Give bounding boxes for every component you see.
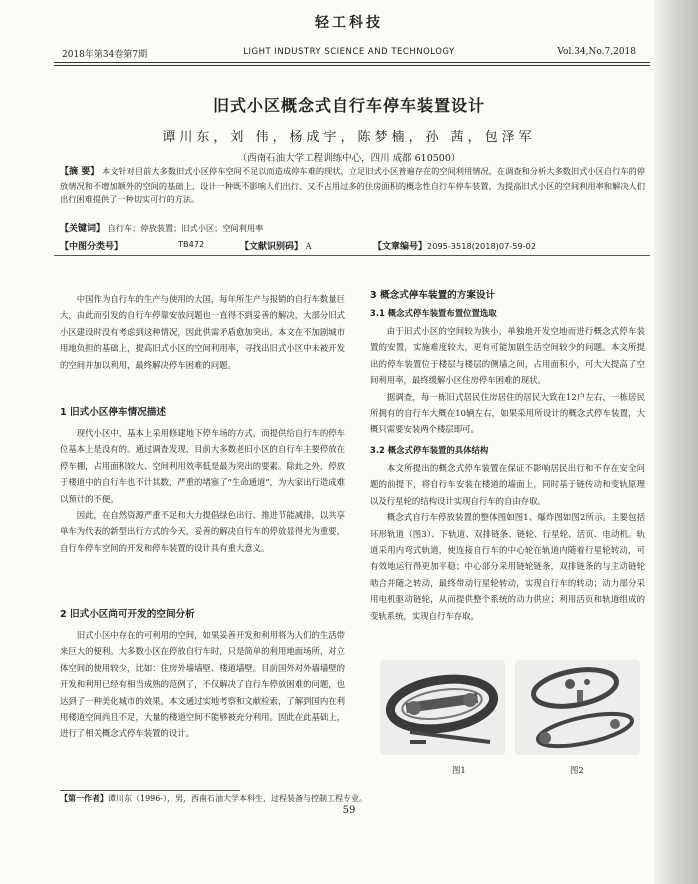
page-number: 59 (342, 805, 356, 816)
section-2-body (60, 627, 345, 742)
article-affiliation: （西南石油大学工程训练中心，四川 成都 610500） (237, 153, 461, 164)
intro-paragraph: 中国作为自行车的生产与使用的大国，每年所生产与报销的自行车数量巨大，由此而引发的自行车停靠安放问题也一直得不到妥善的解决，大部分旧式小区建设时没有考虑到这种情况，因此供需矛盾愈加突出。本文在不加剧城市用地负担的基础上，提高旧式小区的空间利用率，寻找出旧式小区中未被开发的空间并加以利用，最终解决停车困难的问题。 (60, 294, 345, 370)
section-2-paragraph-1: 旧式小区中存在的可利用的空间，如果妥善开发和利用将为人们的生活带来巨大的便利。大多数小区在停放自行车时，只是简单的利用地面场所，对立体空间的使用较少，比如：住房外墙墙壁、楼道墙壁。目前国外对外墙墙壁的开发和利用已经有相当成熟的范例了，不仅解决了自行车停放困难的问题，也达到了一种美化城市的效果。本文通过实地考察和文献检索，了解到国内在利用楼道空间尚且不足，大量的楼道空间不能够被充分利用。因此在此基础上，进行了相关概念式停车装置的设计。 (60, 630, 345, 739)
figure-2-caption: 图2 (570, 765, 584, 775)
section-3-2-heading: 3.2 概念式停车装置的具体结构 (370, 445, 489, 455)
figure-2-exploded-image (515, 660, 640, 755)
keywords-label: 【关键词】 (60, 224, 106, 234)
section-1-heading: 1 旧式小区停车情况描述 (60, 407, 166, 418)
section-3-2-paragraph-1: 本文所提出的概念式停车装置在保证不影响居民出行和不存在安全问题的前提下，将自行车安装在楼道的墙面上，同时基于链传动和变轨原理以及行星轮的结构设计实现自行车的自由存取。 (370, 463, 645, 506)
abstract-label: 【摘 要】 (60, 167, 100, 177)
header-rule-thin (54, 65, 650, 66)
section-3-1-paragraph-2: 据调查，每一栋旧式居民住房居住的居民大致在12户左右，一栋居民所拥有的自行车大概在10辆左右，如果采用所设计的概念式停车装置，大概只需要安装两个楼层即可。 (370, 391, 645, 435)
footnote (60, 793, 367, 804)
figure-1-caption: 图1 (452, 765, 466, 775)
section-3-1-paragraph-1: 由于旧式小区的空间较为狭小，单独地开发空地而进行概念式停车装置的安置，实施难度较大，更有可能加剧生活空间较少的问题。本文所提出的停车装置位于楼层与楼层的侧墙之间，占用面积小，可大大提高了空间利用率，最终缓解小区住房停车困难的现状。 (370, 326, 645, 386)
abstract (60, 165, 645, 207)
header-volume: Vol.34,No.7,2018 (557, 47, 636, 57)
article-number-label: 【文章编号】 (373, 242, 428, 252)
article-number (373, 239, 536, 252)
document-code (240, 239, 312, 252)
footnote-label: 【第一作者】 (60, 794, 108, 803)
keywords-text: 自行车；停放装置；旧式小区；空间利用率 (107, 223, 264, 233)
article-title: 旧式小区概念式自行车停车装置设计 (212, 96, 485, 115)
section-3-1-body (370, 323, 645, 438)
section-2-heading: 2 旧式小区尚可开发的空间分析 (60, 609, 195, 620)
article-number-code: 2095-3518(2018)07-59-02 (427, 241, 537, 251)
clc-code: TB472 (178, 239, 205, 249)
doc-label: 【文献识别码】 (240, 242, 304, 252)
section-3-2-body (370, 460, 645, 624)
abstract-text: 本文针对目前大多数旧式小区停车空间不足以而造成停车难的现状，立足旧式小区普遍存在的空间利用情况，在调查和分析大多数旧式小区自行车的停放情况和不增加额外的空间的基础上，设计一种既不影响人们出行、又不占用过多的住房面积的概念性自行车停车装置，为提高旧式小区的空间利用率和解决人们出行困难提供了一种切实可行的方法。 (60, 166, 645, 204)
header-journal-english: LIGHT INDUSTRY SCIENCE AND TECHNOLOGY (243, 47, 455, 57)
section-1-paragraph-1: 现代小区中，基本上采用修建地下停车场的方式，而提供给自行车的停车位基本上是没有的。通过调查发现，目前大多数老旧小区的自行车主要停放在停车棚，占用面积较大、空间利用效率低是最为突出的要素。除此之外，停放于楼道中的自行车也不计其数，严重的堵塞了“生命通道”，为大家出行造成难以预计的不便。 (60, 428, 345, 504)
footnote-text: 谭川东（1996-），男，西南石油大学本科生，过程装备与控制工程专业。 (108, 794, 368, 803)
section-3-1-heading: 3.1 概念式停车装置布置位置选取 (370, 308, 497, 318)
footnote-rule (60, 790, 240, 791)
figure-1-assembly-image (380, 660, 505, 755)
section-3-heading: 3 概念式停车装置的方案设计 (370, 290, 496, 301)
abstract-rule (54, 255, 650, 256)
header-issue: 2018年第34卷第7期 (62, 50, 148, 60)
clc-label: 【中图分类号】 (60, 242, 124, 252)
section-1-body (60, 425, 345, 556)
clc-label-wrap (60, 239, 123, 252)
body-left-intro (60, 291, 345, 373)
journal-name: 轻工科技 (315, 15, 383, 31)
keywords (60, 221, 263, 234)
section-3-2-paragraph-2: 概念式自行车停放装置的整体图如图1、爆炸图如图2所示。主要包括环形轨道（图3）、下轨道、双排链条、链轮、行星轮、活页、电动机。轨道采用内弯式轨道，使连接自行车的中心轮在轨道内随着行星轮转动，可有效地运行得更加平稳；中心部分采用链轮链条，双排链条的与主动链轮啮合并随之转动，最终带动行星轮转动，实现自行车的转动；动力部分采用电机驱动链轮，从而提供整个系统的动力供应；利用活页和轨道组成的变轨系统，实现自行车存取。 (370, 512, 645, 621)
article-authors: 谭川东，刘 伟，杨成宇，陈梦楠，孙 茜，包泽军 (162, 130, 536, 145)
doc-code: A (305, 241, 312, 251)
header-rule (54, 62, 650, 63)
section-1-paragraph-2: 因此，在自然资源严重不足和大力提倡绿色出行、推进节能减排，以共享单车为代表的新型出行方式的今天，妥善的解决自行车的停放显得尤为重要，自行车停车空间的开发和停车装置的设计具有重大意义。 (60, 510, 345, 553)
